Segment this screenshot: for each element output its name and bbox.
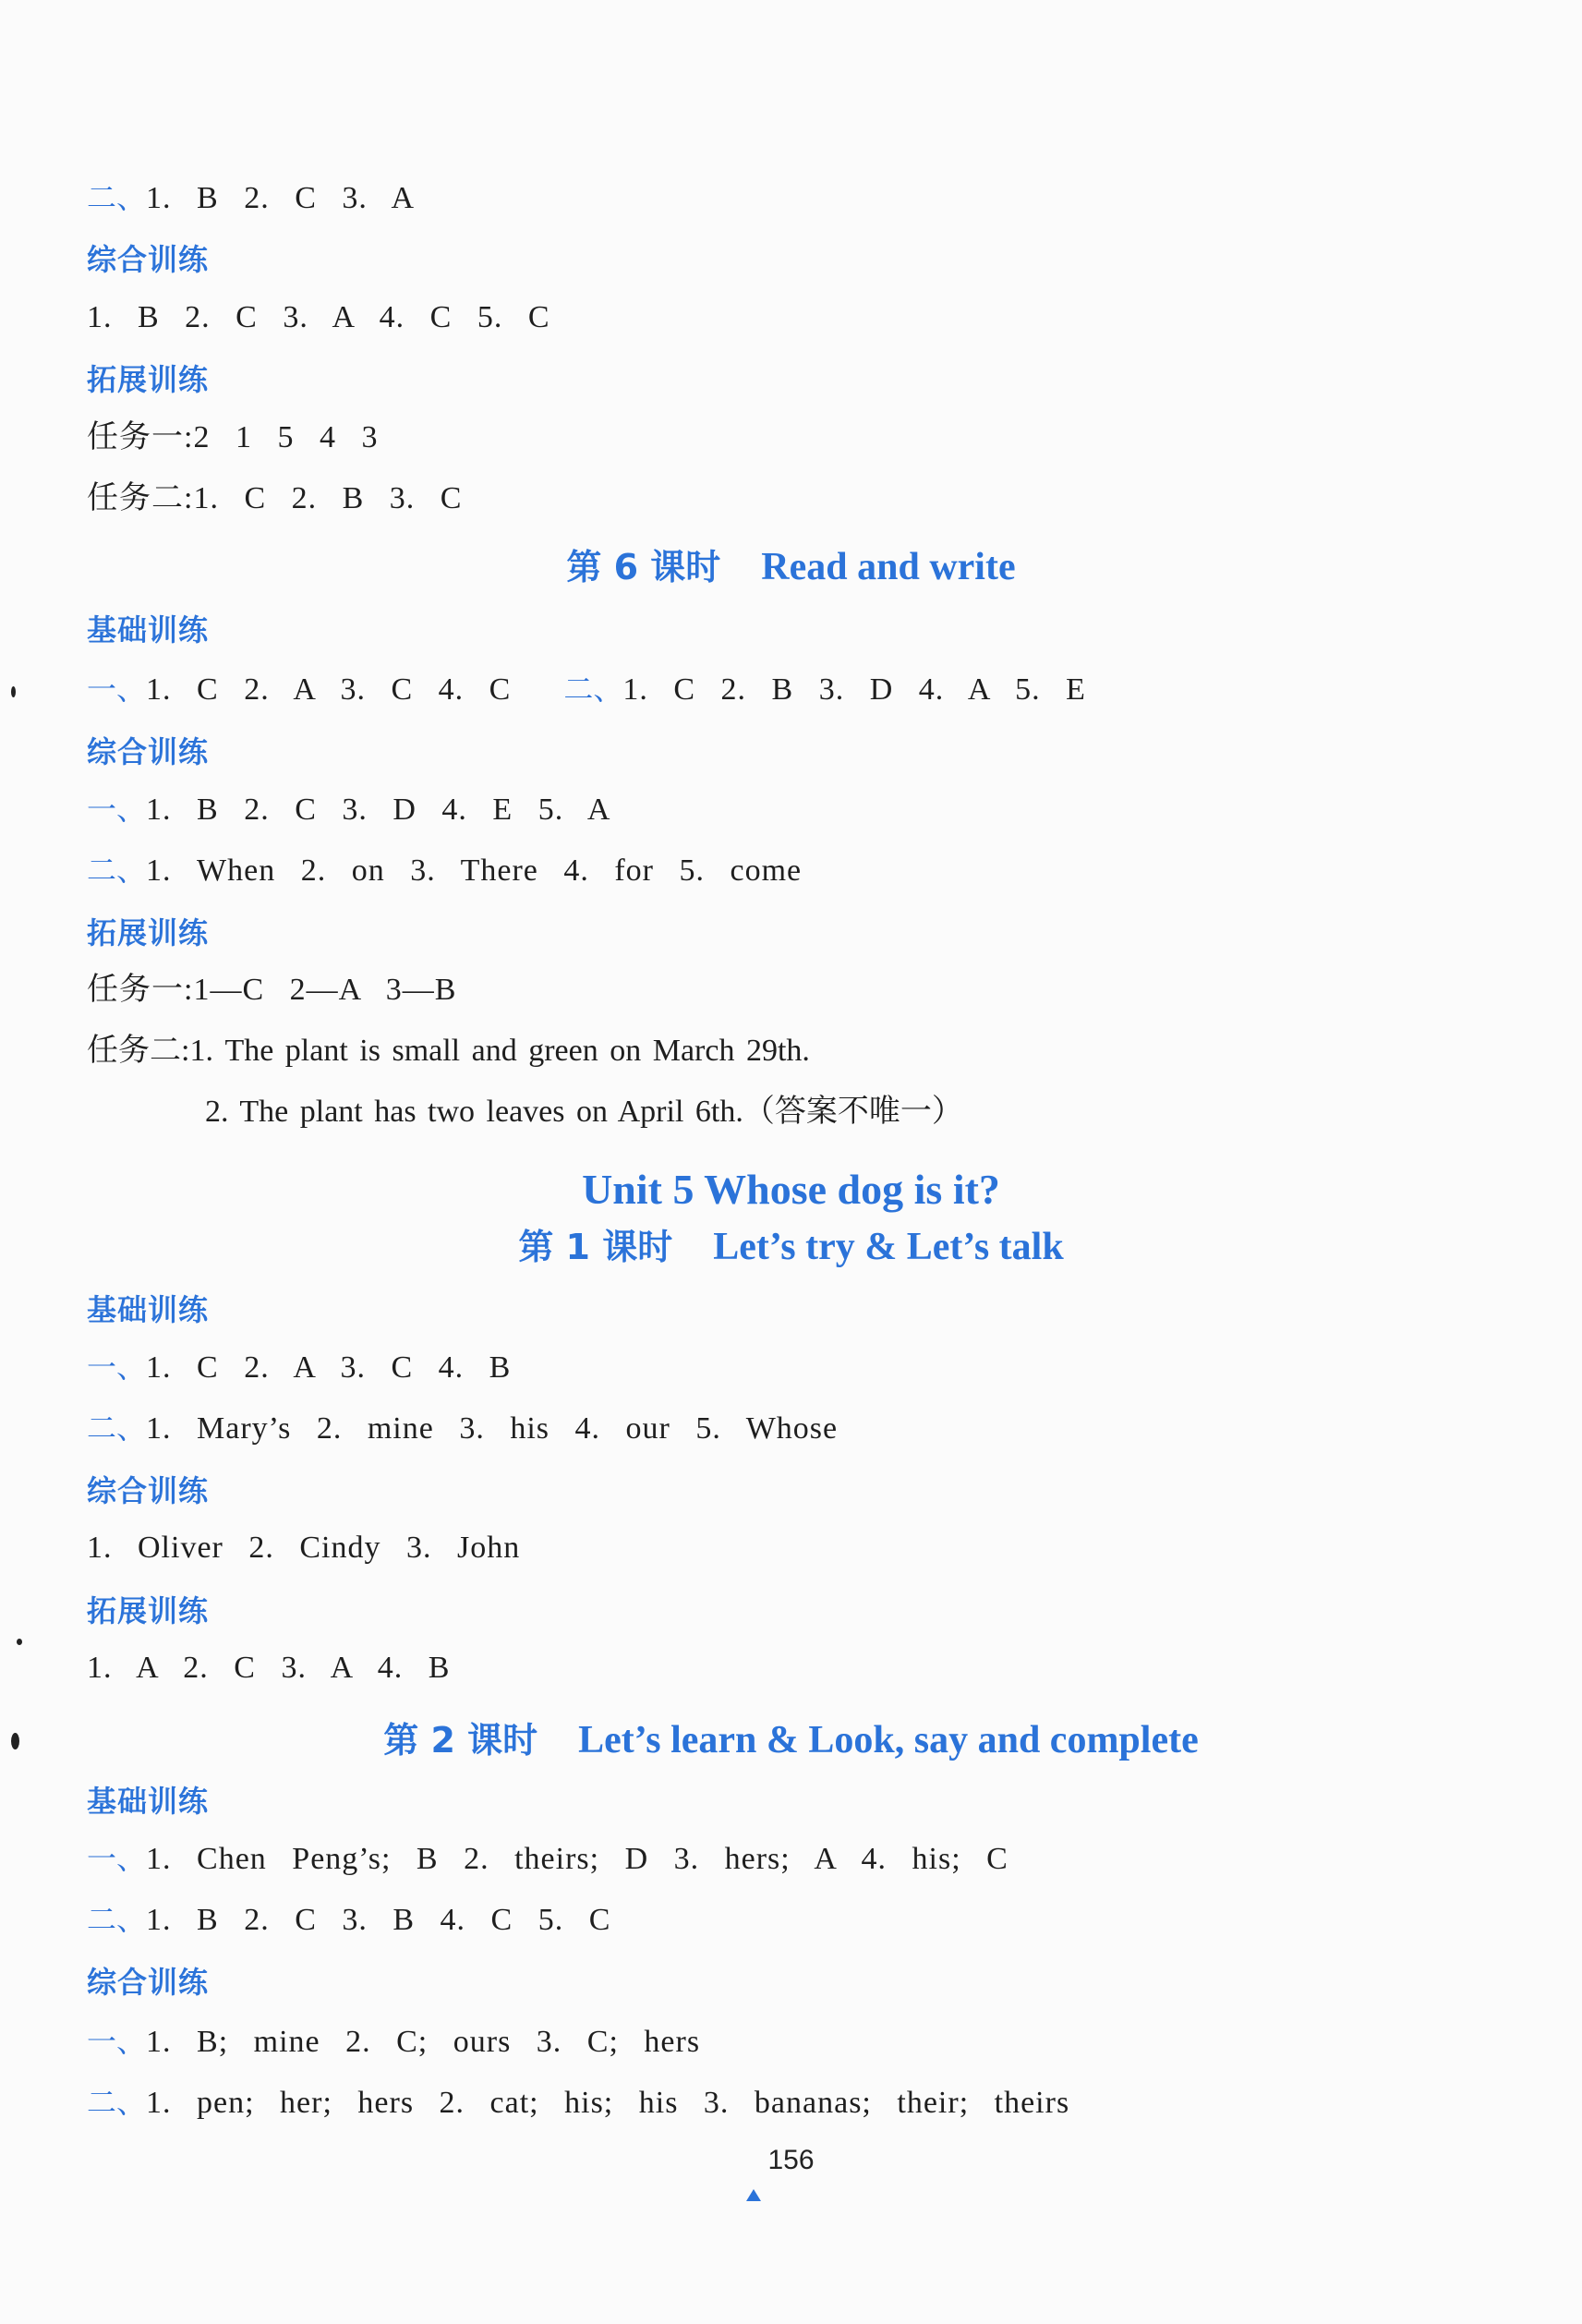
answer-text: 任务二:1. C 2. B 3. C	[87, 481, 463, 515]
answer-line	[87, 669, 1527, 710]
answer-text: 任务一:2 1 5 4 3	[87, 420, 379, 454]
answer-text: 1. Mary’s 2. mine 3. his 4. our 5. Whose	[146, 1411, 839, 1446]
answer-line	[87, 2021, 1527, 2063]
answer-line	[87, 850, 1527, 891]
section-label-extension: 拓展训练	[87, 1593, 210, 1628]
lesson-number: 第 2 课时	[383, 1720, 538, 1761]
answer-line	[87, 478, 1527, 519]
scan-speck	[11, 1733, 19, 1749]
answer-text: 1. B 2. C 3. D 4. E 5. A	[146, 793, 611, 827]
lesson-number: 第 1 课时	[518, 1227, 673, 1267]
answer-text: 1. When 2. on 3. There 4. for 5. come	[146, 853, 803, 888]
section-label-comprehensive: 综合训练	[87, 1965, 210, 2000]
answer-line	[87, 1408, 1527, 1449]
section-label-basic: 基础训练	[87, 612, 210, 648]
answer-line	[205, 1092, 1527, 1132]
lesson-number: 第 6 课时	[566, 547, 721, 587]
answer-line	[87, 1528, 1527, 1568]
answer-line	[87, 1899, 1527, 1941]
part-prefix: 二、	[87, 853, 147, 888]
answer-line	[87, 418, 1527, 458]
lesson-heading	[0, 541, 1582, 593]
answer-line	[87, 1347, 1527, 1388]
part-prefix: 一、	[87, 1841, 147, 1876]
part-prefix: 二、	[87, 180, 147, 215]
section-label-extension: 拓展训练	[87, 915, 210, 950]
answer-line	[87, 297, 1527, 338]
answer-text: 1. Oliver 2. Cindy 3. John	[87, 1531, 521, 1565]
page-marker-triangle-icon	[746, 2189, 761, 2201]
part-prefix: 一、	[87, 672, 147, 707]
lesson-heading	[0, 1714, 1582, 1766]
answer-line	[87, 1031, 1527, 1071]
answer-text: 1. B 2. C 3. A 4. C 5. C	[87, 300, 550, 334]
part-prefix: 一、	[87, 1350, 147, 1385]
section-label-comprehensive: 综合训练	[87, 1473, 210, 1508]
section-label-comprehensive: 综合训练	[87, 242, 210, 277]
scan-speck	[17, 1639, 22, 1645]
answer-text: 1. pen; her; hers 2. cat; his; his 3. bananas; their; theirs	[146, 2086, 1070, 2120]
part-prefix: 二、	[87, 2085, 147, 2120]
answer-text: 1. Chen Peng’s; B 2. theirs; D 3. hers; A 4. his; C	[146, 1842, 1008, 1876]
page-number: 156	[767, 2145, 815, 2175]
lesson-heading	[0, 1221, 1582, 1273]
answer-line	[87, 1838, 1527, 1880]
scan-speck	[11, 686, 16, 697]
answer-text: 1. C 2. B 3. D 4. A 5. E	[622, 672, 1086, 707]
answer-line	[87, 177, 1527, 219]
part-prefix: 一、	[87, 2024, 147, 2059]
part-prefix: 二、	[563, 672, 623, 707]
lesson-title: Let’s try & Let’s talk	[713, 1226, 1064, 1268]
answer-text: 1. A 2. C 3. A 4. B	[87, 1651, 451, 1685]
answer-text: 任务二:1. The plant is small and green on March 29th.	[87, 1034, 810, 1068]
answer-text: 2. The plant has two leaves on April 6th.（答案不唯一）	[205, 1095, 963, 1129]
part-prefix: 二、	[87, 1410, 147, 1446]
answer-text: 1. C 2. A 3. C 4. C	[146, 672, 512, 707]
answer-text: 任务一:1—C 2—A 3—B	[87, 973, 457, 1007]
answer-text: 1. C 2. A 3. C 4. B	[146, 1350, 512, 1385]
answer-text: 1. B 2. C 3. A	[146, 181, 416, 215]
answer-line	[87, 970, 1527, 1011]
lesson-title: Read and write	[761, 546, 1016, 588]
answer-line	[87, 2082, 1527, 2124]
answer-text: 1. B; mine 2. C; ours 3. C; hers	[146, 2025, 701, 2059]
part-prefix: 一、	[87, 792, 147, 827]
part-prefix: 二、	[87, 1902, 147, 1937]
section-label-extension: 拓展训练	[87, 362, 210, 397]
answer-line	[87, 1648, 1527, 1689]
section-label-basic: 基础训练	[87, 1292, 210, 1327]
unit-title: Unit 5 Whose dog is it?	[582, 1166, 1000, 1213]
answer-text: 1. B 2. C 3. B 4. C 5. C	[146, 1903, 611, 1937]
section-label-basic: 基础训练	[87, 1784, 210, 1819]
section-label-comprehensive: 综合训练	[87, 734, 210, 769]
answer-line	[87, 789, 1527, 830]
lesson-title: Let’s learn & Look, say and complete	[578, 1719, 1199, 1761]
